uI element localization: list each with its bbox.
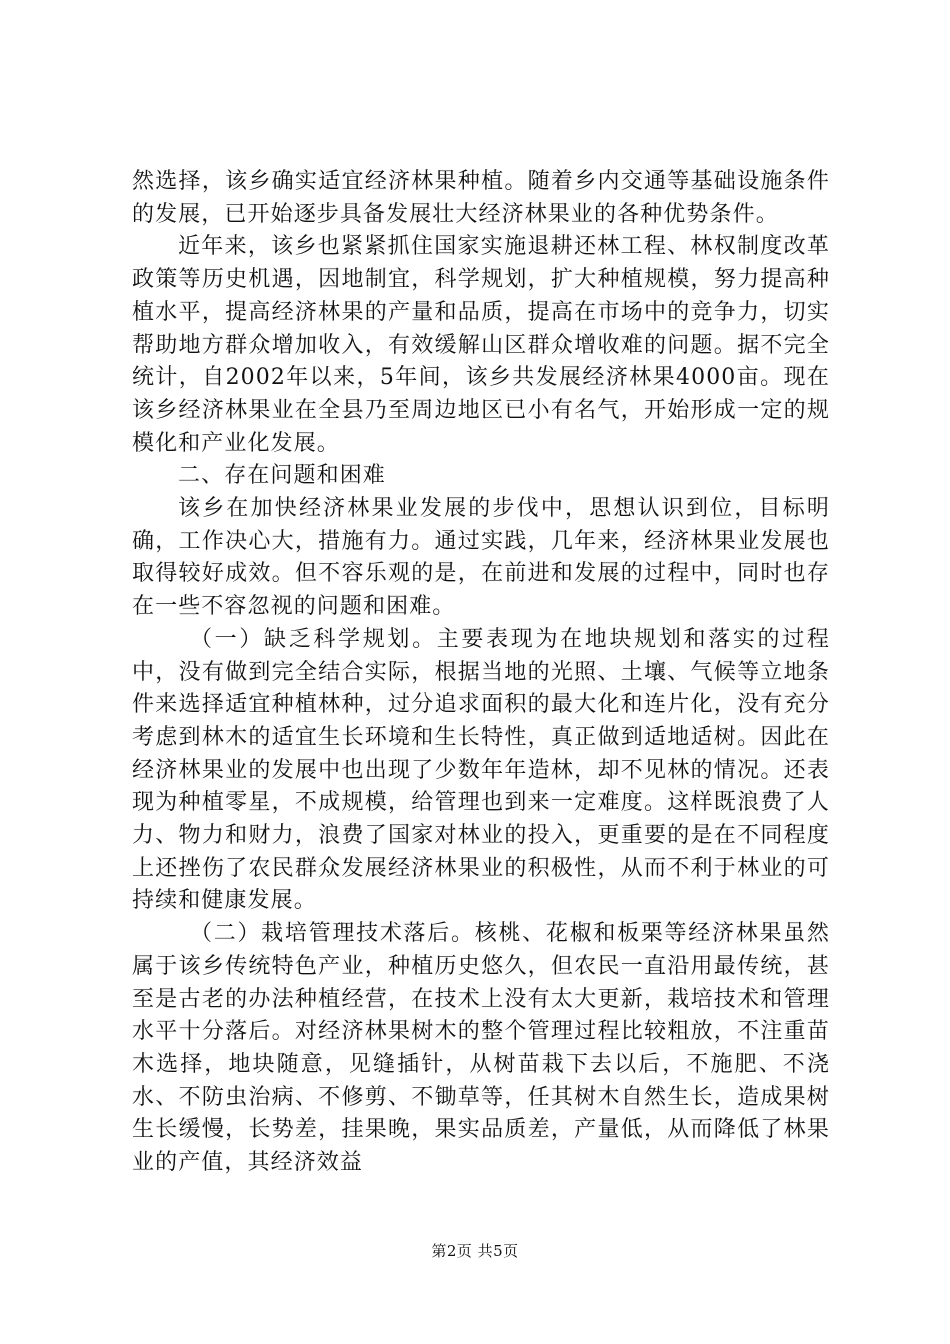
paragraph-lack-of-planning: （一）缺乏科学规划。主要表现为在地块规划和落实的过程中，没有做到完全结合实际，根据当地的光照、土壤、气候等立地条件来选择适宜种植林种，过分追求面积的最大化和连片化，没有充分考虑到林木的适宜生长环境和生长特性，真正做到适地适树。因此在经济林果业的发展中也出现了少数年年造林，却不见林的情况。还表现为种植零星，不成规模，给管理也到来一定难度。这样既浪费了人力、物力和财力，浪费了国家对林业的投入，更重要的是在不同程度上还挫伤了农民群众发展经济林果业的积极性，从而不利于林业的可持续和健康发展。: [132, 626, 830, 914]
paragraph-problems-intro: 该乡在加快经济林果业发展的步伐中，思想认识到位，目标明确，工作决心大，措施有力。通过实践，几年来，经济林果业发展也取得较好成效。但不容乐观的是，在前进和发展的过程中，同时也存在一些不容忽视的问题和困难。: [132, 496, 830, 620]
paragraph-recent-years: 近年来，该乡也紧紧抓住国家实施退耕还林工程、林权制度改革政策等历史机遇，因地制宜，科学规划，扩大种植规模，努力提高种植水平，提高经济林果的产量和品质，提高在市场中的竞争力，切实帮助地方群众增加收入，有效缓解山区群众增收难的问题。据不完全统计，自2002年以来，5年间，该乡共发展经济林果4000亩。现在该乡经济林果业在全县乃至周边地区已小有名气，开始形成一定的规模化和产业化发展。: [132, 234, 830, 456]
page-number-footer: 第2页 共5页: [431, 1242, 519, 1260]
document-body: [132, 166, 830, 1180]
paragraph-continuation: 然选择，该乡确实适宜经济林果种植。随着乡内交通等基础设施条件的发展，已开始逐步具备发展壮大经济林果业的各种优势条件。: [132, 169, 830, 227]
paragraph-outdated-techniques: （二）栽培管理技术落后。核桃、花椒和板栗等经济林果虽然属于该乡传统特色产业，种植历史悠久，但农民一直沿用最传统，甚至是古老的办法种植经营，在技术上没有太大更新，栽培技术和管理水平十分落后。对经济林果树木的整个管理过程比较粗放，不注重苗木选择，地块随意，见缝插针，从树苗栽下去以后，不施肥、不浇水、不防虫治病、不修剪、不锄草等，任其树木自然生长，造成果树生长缓慢，长势差，挂果晚，果实品质差，产量低，从而降低了林果业的产值，其经济效益: [132, 921, 830, 1176]
section-heading-problems: 二、存在问题和困难: [178, 463, 386, 489]
